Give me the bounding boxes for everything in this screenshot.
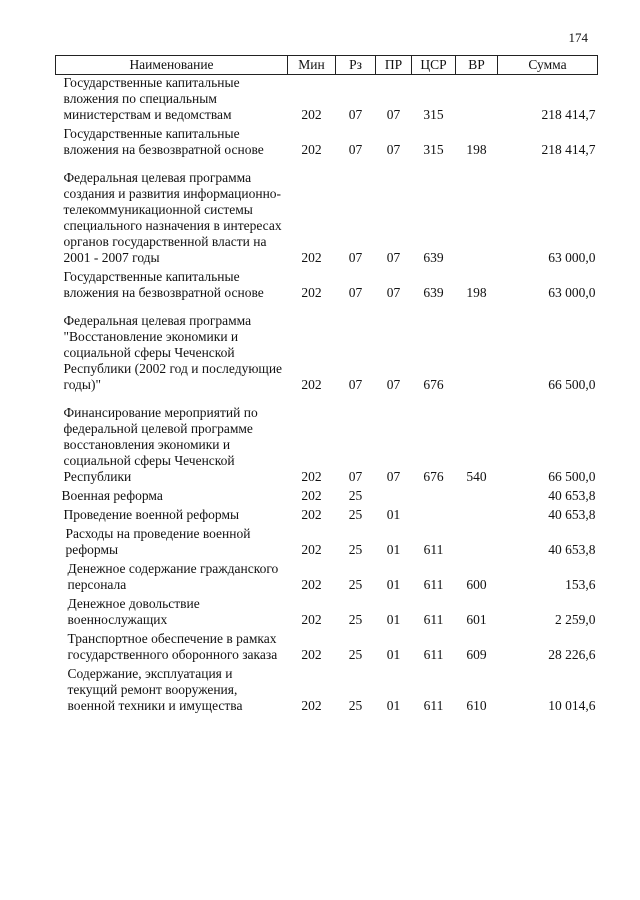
row-rz: 07 — [348, 107, 363, 122]
row-csr — [412, 504, 456, 523]
row-min: 202 — [301, 507, 322, 522]
header-sum: Сумма — [498, 56, 598, 75]
row-csr: 639 — [423, 285, 444, 300]
row-pr: 01 — [386, 577, 401, 592]
table-row — [56, 158, 598, 266]
row-csr: 611 — [423, 698, 444, 713]
row-min: 202 — [301, 647, 322, 662]
row-sum: 66 500,0 — [548, 377, 596, 392]
row-vr: 609 — [466, 647, 487, 662]
row-rz: 07 — [348, 469, 363, 484]
row-vr: 540 — [466, 469, 487, 484]
row-sum: 63 000,0 — [548, 250, 596, 265]
row-vr — [456, 75, 498, 124]
row-name: Денежное содержание гражданского персонала — [67, 561, 279, 592]
row-min: 202 — [301, 142, 322, 157]
table-row — [56, 504, 598, 523]
row-csr: 315 — [423, 107, 444, 122]
row-name: Государственные капитальные вложения по специальным министерствам и ведомствам — [63, 75, 240, 122]
row-vr: 600 — [466, 577, 487, 592]
row-rz: 25 — [348, 612, 363, 627]
row-name: Содержание, эксплуатация и текущий ремонт вооружения, военной техники и имущества — [67, 666, 243, 713]
row-vr — [456, 158, 498, 266]
row-pr: 07 — [386, 469, 401, 484]
row-vr: 198 — [466, 285, 487, 300]
row-csr: 611 — [423, 542, 444, 557]
row-rz: 07 — [348, 285, 363, 300]
row-vr — [456, 504, 498, 523]
header-pr: ПР — [376, 56, 412, 75]
row-pr: 07 — [386, 285, 401, 300]
row-min: 202 — [301, 577, 322, 592]
row-name: Проведение военной реформы — [63, 507, 240, 522]
row-name: Транспортное обеспечение в рамках государственного оборонного заказа — [67, 631, 278, 662]
row-pr: 01 — [386, 612, 401, 627]
table-row — [56, 301, 598, 393]
row-name: Государственные капитальные вложения на безвозвратной основе — [63, 269, 264, 300]
row-csr: 315 — [423, 142, 444, 157]
table-row — [56, 485, 598, 504]
row-pr: 07 — [386, 107, 401, 122]
row-csr: 639 — [423, 250, 444, 265]
row-rz: 25 — [348, 647, 363, 662]
row-csr: 676 — [423, 377, 444, 392]
row-rz: 25 — [348, 698, 363, 713]
row-rz: 07 — [348, 250, 363, 265]
table-row — [56, 75, 598, 124]
row-min: 202 — [301, 698, 322, 713]
header-min: Мин — [288, 56, 336, 75]
table-row — [56, 558, 598, 593]
header-rz: Рз — [336, 56, 376, 75]
row-name: Расходы на проведение военной реформы — [65, 526, 251, 557]
row-name: Денежное довольствие военнослужащих — [67, 596, 200, 627]
table-row — [56, 593, 598, 628]
row-rz: 25 — [348, 507, 363, 522]
row-vr: 601 — [466, 612, 487, 627]
table-row — [56, 266, 598, 301]
row-pr — [376, 485, 412, 504]
row-vr — [456, 301, 498, 393]
row-sum: 2 259,0 — [555, 612, 596, 627]
header-name: Наименование — [56, 56, 288, 75]
row-csr: 611 — [423, 612, 444, 627]
budget-table — [55, 55, 598, 714]
row-vr: 198 — [466, 142, 487, 157]
row-csr: 611 — [423, 577, 444, 592]
row-sum: 40 653,8 — [548, 507, 596, 522]
row-pr: 07 — [386, 142, 401, 157]
row-sum: 66 500,0 — [548, 469, 596, 484]
row-min: 202 — [301, 469, 322, 484]
table-row — [56, 393, 598, 485]
row-sum: 40 653,8 — [548, 542, 596, 557]
row-min: 202 — [301, 612, 322, 627]
row-min: 202 — [301, 377, 322, 392]
table-row — [56, 628, 598, 663]
row-name: Военная реформа — [61, 488, 163, 503]
row-name: Государственные капитальные вложения на безвозвратной основе — [63, 126, 264, 157]
header-csr: ЦСР — [412, 56, 456, 75]
row-min: 202 — [301, 542, 322, 557]
row-sum: 28 226,6 — [548, 647, 596, 662]
row-csr: 611 — [423, 647, 444, 662]
row-min: 202 — [301, 107, 322, 122]
row-pr: 01 — [386, 698, 401, 713]
row-sum: 218 414,7 — [541, 142, 596, 157]
row-pr: 01 — [386, 507, 401, 522]
row-name: Федеральная целевая программа "Восстановление экономики и социальной сферы Чеченской Республики (2002 год и последующие годы)" — [63, 313, 283, 392]
table-row — [56, 123, 598, 158]
row-rz: 07 — [348, 142, 363, 157]
row-rz: 25 — [348, 577, 363, 592]
row-sum: 63 000,0 — [548, 285, 596, 300]
row-rz: 07 — [348, 377, 363, 392]
row-pr: 07 — [386, 377, 401, 392]
row-vr — [456, 523, 498, 558]
row-sum: 10 014,6 — [548, 698, 596, 713]
row-name: Федеральная целевая программа создания и развития информационно-телекоммуникационной системы специального назначения в интересах органов государственной власти на 2001 - 2007 годы — [63, 170, 282, 265]
header-vr: ВР — [456, 56, 498, 75]
row-csr: 676 — [423, 469, 444, 484]
table-header-row — [56, 56, 598, 75]
table-row — [56, 523, 598, 558]
table-row — [56, 663, 598, 714]
row-rz: 25 — [348, 542, 363, 557]
row-sum: 218 414,7 — [541, 107, 596, 122]
row-pr: 01 — [386, 542, 401, 557]
row-vr: 610 — [466, 698, 487, 713]
row-name: Финансирование мероприятий по федеральной целевой программе восстановления экономики и социальной сферы Чеченской Республики — [63, 405, 258, 484]
row-min: 202 — [301, 488, 322, 503]
page-number: 174 — [568, 30, 588, 45]
row-rz: 25 — [348, 488, 363, 503]
row-sum: 153,6 — [565, 577, 596, 592]
row-min: 202 — [301, 250, 322, 265]
row-sum: 40 653,8 — [548, 488, 596, 503]
row-pr: 01 — [386, 647, 401, 662]
row-min: 202 — [301, 285, 322, 300]
row-csr — [412, 485, 456, 504]
row-vr — [456, 485, 498, 504]
row-pr: 07 — [386, 250, 401, 265]
